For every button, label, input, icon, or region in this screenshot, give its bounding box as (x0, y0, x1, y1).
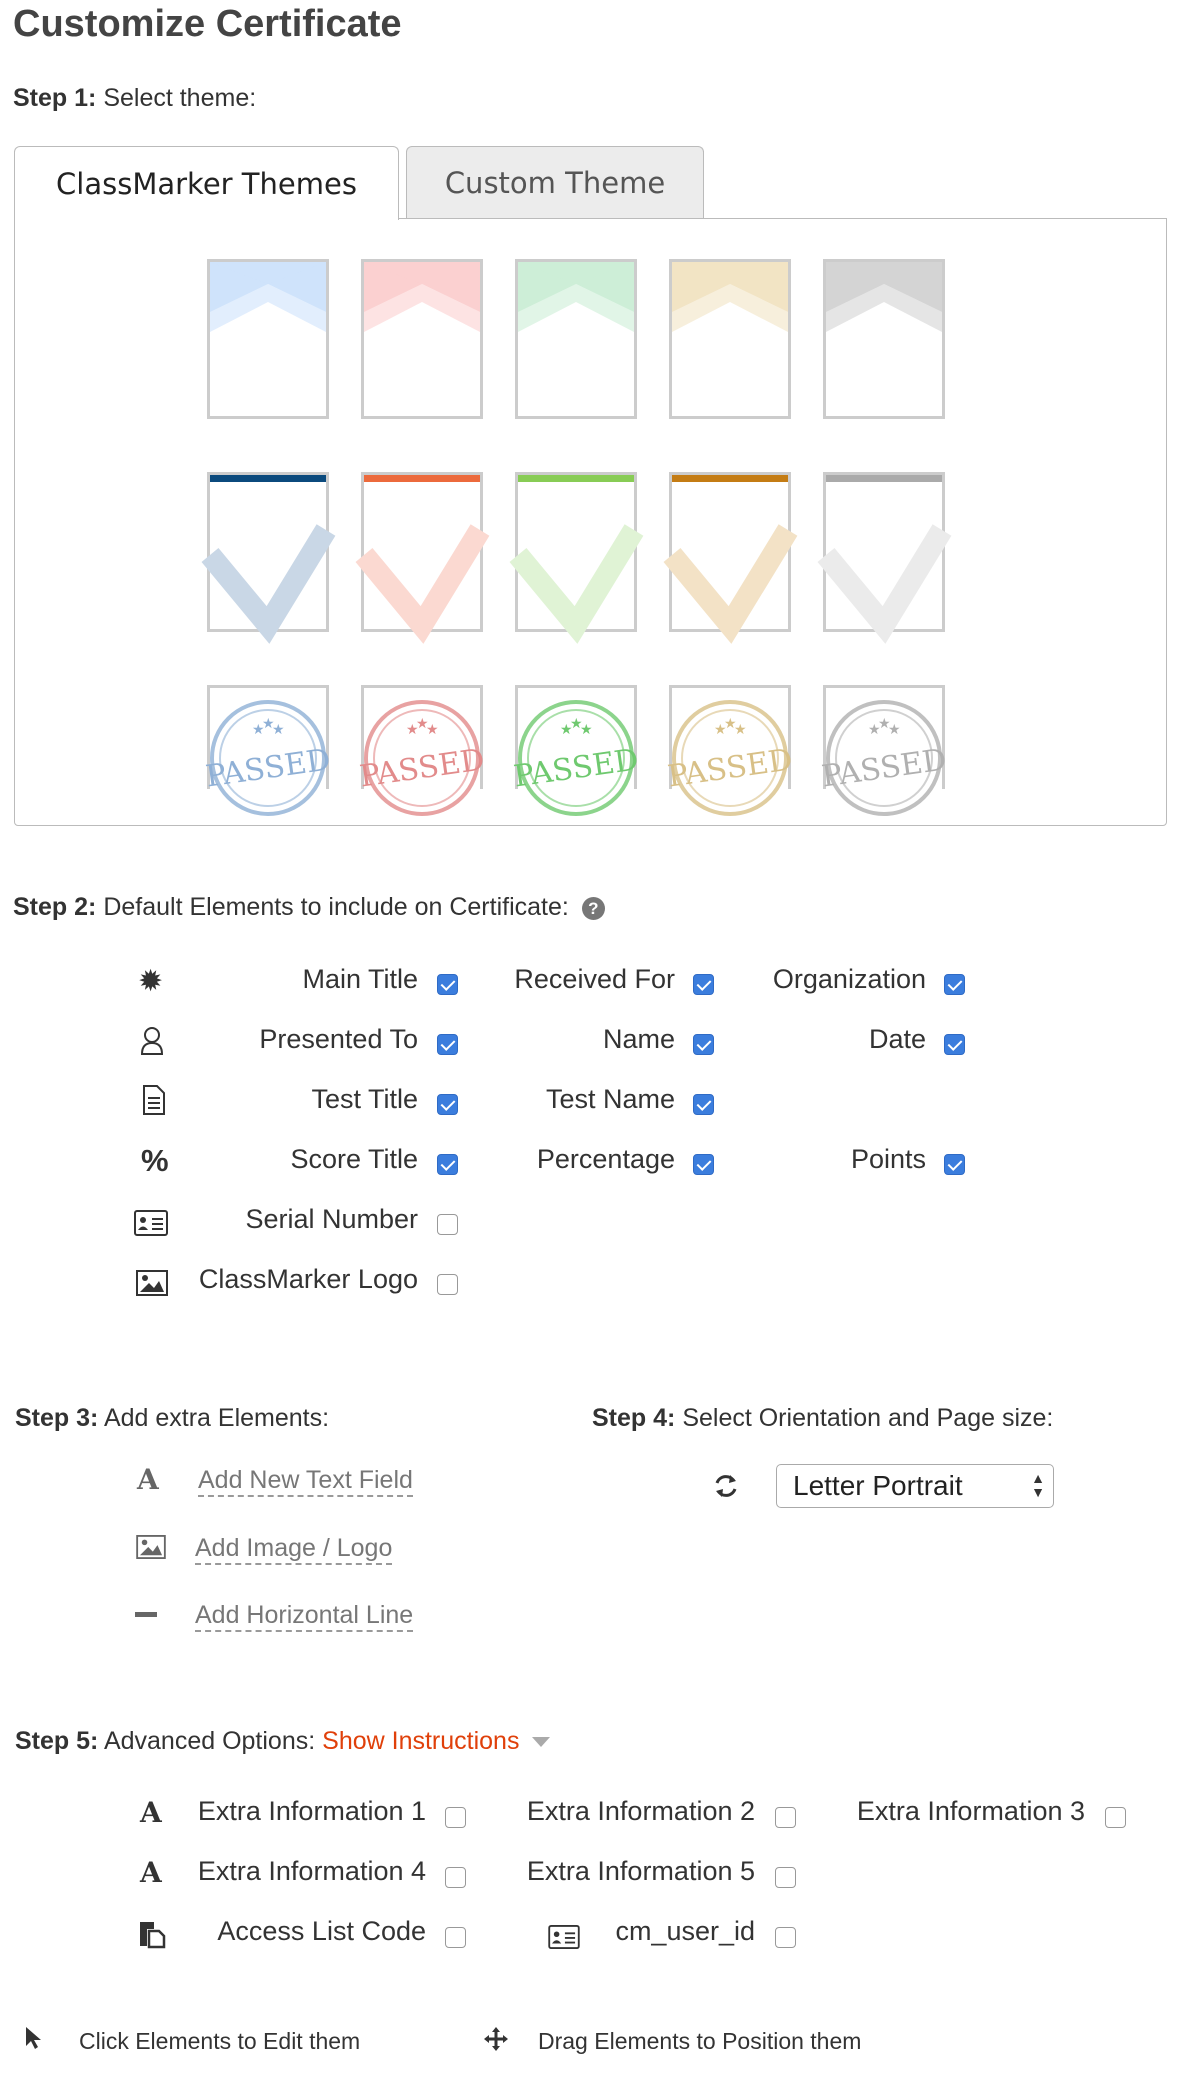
svg-text:★: ★ (724, 716, 737, 732)
drag-hint-text: Drag Elements to Position them (538, 2028, 862, 2054)
passed-stamp-text: PASSED (203, 742, 333, 795)
theme-thumbnail-banner-5[interactable] (823, 259, 945, 419)
extra-info-2-checkbox[interactable] (775, 1807, 796, 1828)
date-checkbox[interactable] (944, 1034, 965, 1055)
name-label: Name (602, 1024, 675, 1054)
id-card-icon (134, 1210, 168, 1241)
orientation-page-size-select[interactable] (776, 1464, 1054, 1508)
page-title: Customize Certificate (13, 3, 402, 45)
theme-thumbnail-stamp-1[interactable] (203, 685, 333, 795)
badge-icon: ✹ (138, 965, 164, 998)
click-hint-text: Click Elements to Edit them (79, 2028, 361, 2054)
name-checkbox[interactable] (693, 1034, 714, 1055)
step4-heading: Step 4: Select Orientation and Page size: (592, 1404, 1054, 1432)
received-for-checkbox[interactable] (693, 974, 714, 995)
theme-thumbnail-check-3[interactable] (515, 472, 637, 632)
theme-panel (14, 218, 1167, 826)
extra-info-3-checkbox[interactable] (1105, 1807, 1126, 1828)
cm-user-id-label: cm_user_id (615, 1916, 755, 1946)
date-label: Date (868, 1024, 926, 1054)
serial-number-checkbox[interactable] (437, 1214, 458, 1235)
access-list-code-checkbox[interactable] (445, 1927, 466, 1948)
svg-text:★: ★ (888, 722, 901, 738)
svg-text:★: ★ (416, 716, 429, 732)
percentage-checkbox[interactable] (693, 1154, 714, 1175)
passed-stamp-text: PASSED (665, 742, 795, 795)
step1-heading: Step 1: Select theme: (13, 84, 257, 112)
svg-text:★: ★ (426, 722, 439, 738)
user-id-card-icon (548, 1925, 580, 1954)
test-title-checkbox[interactable] (437, 1094, 458, 1115)
passed-stamp-text: PASSED (511, 742, 641, 795)
extra-info-1-checkbox[interactable] (445, 1807, 466, 1828)
image-icon (136, 1270, 168, 1301)
theme-thumbnail-stamp-5[interactable] (819, 685, 949, 795)
extra-info-4-icon: A (140, 1856, 162, 1889)
passed-stamp-text: PASSED (819, 742, 949, 795)
presented-to-label: Presented To (259, 1024, 418, 1054)
svg-text:★: ★ (580, 722, 593, 738)
tab-custom-theme[interactable]: Custom Theme (406, 146, 704, 218)
percentage-label: Percentage (536, 1144, 675, 1174)
score-title-checkbox[interactable] (437, 1154, 458, 1175)
theme-thumbnail-banner-4[interactable] (669, 259, 791, 419)
horizontal-line-icon (135, 1612, 157, 1617)
serial-number-label: Serial Number (245, 1204, 418, 1234)
extra-info-2-label: Extra Information 2 (526, 1796, 755, 1826)
theme-thumbnail-stamp-4[interactable] (665, 685, 795, 795)
theme-thumbnail-check-4[interactable] (669, 472, 791, 632)
add-horizontal-line-link[interactable]: Add Horizontal Line (195, 1600, 413, 1632)
svg-text:★: ★ (262, 716, 275, 732)
svg-text:★: ★ (406, 722, 419, 738)
theme-thumbnail-stamp-2[interactable] (357, 685, 487, 795)
test-name-checkbox[interactable] (693, 1094, 714, 1115)
show-instructions-link[interactable]: Show Instructions (322, 1727, 520, 1755)
svg-text:★: ★ (252, 722, 265, 738)
classmarker-logo-label: ClassMarker Logo (198, 1264, 418, 1294)
svg-text:★: ★ (734, 722, 747, 738)
caret-down-icon[interactable] (532, 1737, 550, 1747)
user-icon (140, 1026, 164, 1061)
refresh-icon[interactable] (712, 1472, 740, 1505)
passed-stamp-text: PASSED (357, 742, 487, 795)
extra-info-1-icon: A (140, 1796, 162, 1829)
classmarker-logo-checkbox[interactable] (437, 1274, 458, 1295)
cm-user-id-checkbox[interactable] (775, 1927, 796, 1948)
extra-info-5-label: Extra Information 5 (526, 1856, 755, 1886)
step3-heading: Step 3: Add extra Elements: (15, 1404, 330, 1432)
orientation-select-value: Letter Portrait (793, 1470, 963, 1501)
question-circle-icon[interactable]: ? (582, 897, 605, 920)
select-arrows-icon: ▲ ▼ (1031, 1470, 1045, 1500)
svg-text:★: ★ (878, 716, 891, 732)
extra-info-4-checkbox[interactable] (445, 1867, 466, 1888)
received-for-label: Received For (514, 964, 675, 994)
percent-icon: % (141, 1143, 169, 1178)
svg-text:★: ★ (272, 722, 285, 738)
extra-info-3-label: Extra Information 3 (856, 1796, 1085, 1826)
access-list-icon (138, 1920, 166, 1953)
score-title-label: Score Title (290, 1144, 418, 1174)
step5-heading: Step 5: Advanced Options: Show Instructions (15, 1727, 550, 1756)
theme-thumbnail-banner-3[interactable] (515, 259, 637, 419)
main-title-checkbox[interactable] (437, 974, 458, 995)
access-list-code-label: Access List Code (217, 1916, 426, 1946)
svg-text:★: ★ (714, 722, 727, 738)
organization-label: Organization (772, 964, 926, 994)
image-logo-icon (136, 1535, 166, 1564)
svg-text:★: ★ (570, 716, 583, 732)
points-label: Points (850, 1144, 926, 1174)
theme-thumbnail-banner-2[interactable] (361, 259, 483, 419)
tab-classmarker-themes[interactable]: ClassMarker Themes (14, 146, 399, 220)
document-icon (142, 1085, 166, 1120)
svg-text:★: ★ (868, 722, 881, 738)
extra-info-5-checkbox[interactable] (775, 1867, 796, 1888)
theme-thumbnail-check-5[interactable] (823, 472, 945, 632)
cursor-arrow-icon (24, 2026, 42, 2055)
add-text-field-link[interactable]: Add New Text Field (198, 1465, 413, 1497)
organization-checkbox[interactable] (944, 974, 965, 995)
points-checkbox[interactable] (944, 1154, 965, 1175)
move-arrows-icon (483, 2026, 509, 2057)
step2-heading: Step 2: Default Elements to include on Certificate: ? (13, 893, 605, 922)
theme-thumbnail-check-2[interactable] (361, 472, 483, 632)
test-name-label: Test Name (545, 1084, 675, 1114)
svg-text:★: ★ (560, 722, 573, 738)
add-image-logo-link[interactable]: Add Image / Logo (195, 1533, 392, 1565)
theme-thumbnail-check-1[interactable] (207, 472, 329, 632)
theme-thumbnail-stamp-3[interactable] (511, 685, 641, 795)
extra-info-1-label: Extra Information 1 (197, 1796, 426, 1826)
test-title-label: Test Title (311, 1084, 418, 1114)
theme-thumbnail-banner-1[interactable] (207, 259, 329, 419)
main-title-label: Main Title (302, 964, 418, 994)
text-field-icon: A (137, 1463, 159, 1496)
presented-to-checkbox[interactable] (437, 1034, 458, 1055)
extra-info-4-label: Extra Information 4 (197, 1856, 426, 1886)
